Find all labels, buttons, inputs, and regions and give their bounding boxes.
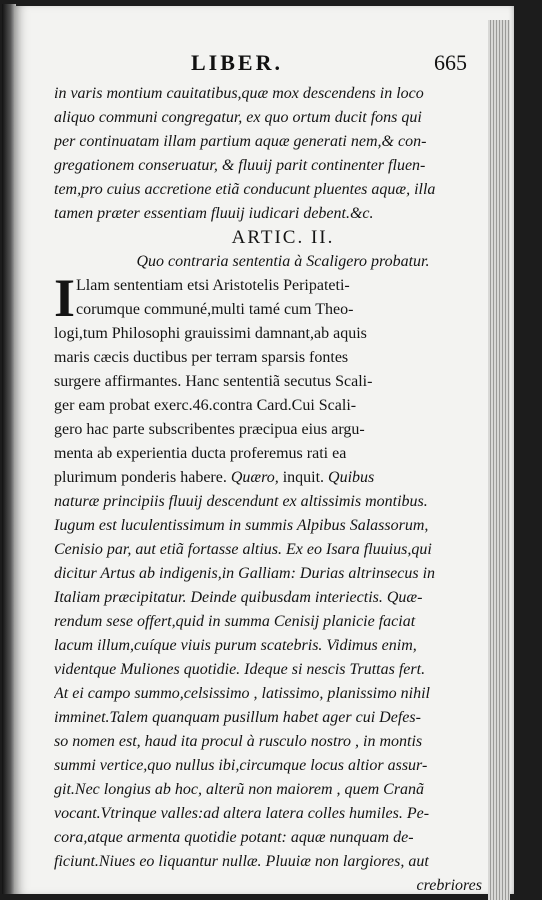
text-line: corumque communé,multi tamé cum Theo- — [76, 301, 354, 318]
text-line: maris cæcis ductibus per terram sparsis fontes — [54, 349, 349, 366]
text-line: ger eam probat exerc.46.contra Card.Cui Scali- — [54, 397, 357, 414]
text-line: per continuatam illam partium aquæ generati nem,& con- — [54, 133, 427, 150]
text-line: tamen præter essentiam fluuij iudicari debent.&c. — [54, 205, 374, 222]
text-line: At ei campo summo,celsissimo , latissimo, planissimo nihil — [54, 685, 430, 702]
text-line: videntque Muliones quotidie. Ideque si nescis Truttas fert. — [54, 661, 426, 678]
drop-cap: I — [54, 268, 76, 328]
text-line: surgere affirmantes. Hanc sententiã secutus Scali- — [54, 373, 373, 390]
article-heading: ARTIC. II. — [231, 227, 335, 248]
text-line: menta ab experientia ducta proferemus rati ea — [54, 445, 347, 462]
text-line: aliquo communi congregatur, ex quo ortum ducit fons qui — [54, 109, 422, 126]
text-line: logi,tum Philosophi grauissimi damnant,ab aquis — [54, 325, 367, 342]
book-page — [14, 6, 514, 894]
text-line: summi vertice,quo nullus ibi,circumque locus altior assur- — [54, 757, 428, 774]
text-line: Italiam præcipitatur. Deinde quibusdam interiectis. Quæ- — [54, 589, 423, 606]
catchword: crebriores — [416, 877, 482, 894]
text-segment: plurimum ponderis habere. — [54, 469, 231, 486]
text-line: cora,atque armenta quotidie potant: aquæ nunquam de- — [54, 829, 414, 846]
text-line: ficiunt.Niues eo liquantur nullæ. Pluuiæ non largiores, aut — [54, 853, 429, 870]
text-line: rendum sese offert,quid in summa Cenisij planicie faciat — [54, 613, 416, 630]
text-line: Iugum est luculentissimum in summis Alpibus Salassorum, — [54, 517, 429, 534]
text-line: so nomen est, haud ita procul à rusculo nostro , in montis — [54, 733, 423, 750]
text-line: Llam sententiam etsi Aristotelis Peripateti- — [76, 277, 350, 294]
article-subheading: Quo contraria sententia à Scaligero probatur. — [136, 253, 430, 270]
first-paragraph — [54, 268, 512, 490]
text-line: imminet.Talem quanquam pusillum habet ager cui Defes- — [54, 709, 421, 726]
text-line: gregationem conseruatur, & fluuij parit continenter fluen- — [54, 157, 426, 174]
running-head: LIBER. — [191, 50, 283, 75]
text-line: dicitur Artus ab indigenis,in Galliam: Durias altrinsecus in — [54, 565, 436, 582]
page-header — [14, 50, 514, 76]
text-line: git.Nec longius ab hoc, alterũ non maiorem , quem Cranã — [54, 781, 425, 798]
text-segment-italic: Quæro, — [230, 469, 279, 486]
text-line: gero hac parte subscribentes præcipua eius argu- — [54, 421, 365, 438]
text-line-mixed — [54, 466, 512, 490]
text-line: tem,pro cuius accretione etiã conducunt pluentes aquæ, illa — [54, 181, 436, 198]
page-number: 665 — [434, 50, 467, 75]
text-segment-italic: Quibus — [328, 469, 375, 486]
text-segment: inquit. — [278, 469, 329, 486]
text-line: naturæ principiis fluuij descendunt ex altissimis montibus. — [54, 493, 428, 510]
text-line: in varis montium cauitatibus,quæ mox descendens in loco — [54, 85, 424, 102]
text-line: lacum illum,cuíque viuis purum scatebris. Vidimus enim, — [54, 637, 417, 654]
text-line: vocant.Vtrinque valles:ad altera latera colles humiles. Pe- — [54, 805, 430, 822]
page-body — [54, 82, 512, 898]
text-line: Cenisio par, aut etiã fortasse altius. Ex eo Isara fluuius,qui — [54, 541, 432, 558]
